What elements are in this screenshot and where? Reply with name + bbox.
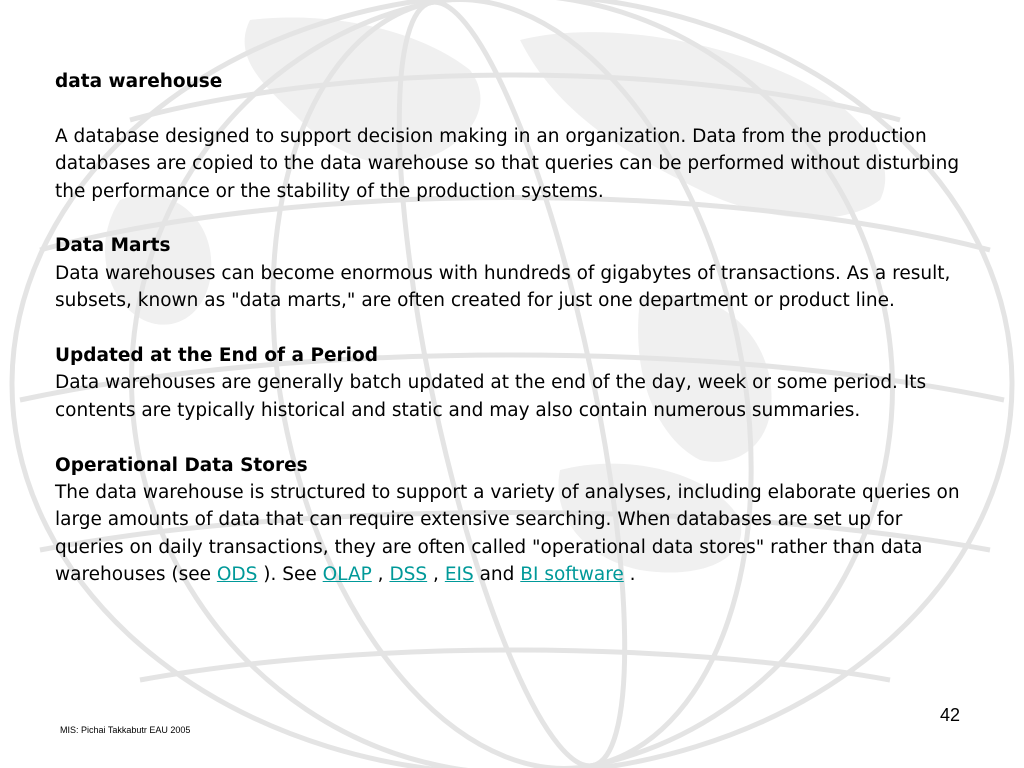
link-dss[interactable]: DSS bbox=[389, 564, 428, 586]
spacer bbox=[55, 205, 975, 232]
heading-updated-period: Updated at the End of a Period bbox=[55, 345, 378, 367]
comma-separator: , bbox=[371, 564, 390, 586]
comma-separator: , bbox=[427, 564, 445, 586]
ods-text-see: ). See bbox=[257, 564, 323, 586]
link-olap[interactable]: OLAP bbox=[322, 564, 372, 586]
paragraph-updated-period: Data warehouses are generally batch updated at the end of the day, week or some period. Its contents are typically historical and static and may also contain numerous summaries. bbox=[55, 372, 927, 421]
slide-text-content bbox=[55, 68, 975, 589]
paragraph-operational-data-stores bbox=[55, 479, 975, 589]
ods-text-and: and bbox=[473, 564, 521, 586]
paragraph-data-marts: Data warehouses can become enormous with hundreds of gigabytes of transactions. As a result, subsets, known as "data marts," are often created for just one department or product line. bbox=[55, 262, 951, 312]
link-eis[interactable]: EIS bbox=[444, 564, 474, 586]
heading-data-warehouse: data warehouse bbox=[55, 71, 223, 92]
spacer bbox=[55, 315, 975, 342]
spacer bbox=[55, 424, 975, 451]
heading-operational-data-stores: Operational Data Stores bbox=[55, 454, 308, 476]
page-number: 42 bbox=[940, 705, 961, 725]
paragraph-data-warehouse: A database designed to support decision making in an organization. Data from the production databases are copied to the data warehouse so that queries can be performed without disturbing the performance or the stability of the production systems. bbox=[55, 125, 960, 202]
spacer bbox=[55, 95, 975, 122]
link-ods[interactable]: ODS bbox=[216, 564, 258, 586]
link-bi-software[interactable]: BI software bbox=[520, 564, 624, 586]
ods-text-end: . bbox=[623, 564, 636, 586]
footer-credit: MIS: Pichai Takkabutr EAU 2005 bbox=[60, 725, 191, 735]
heading-data-marts: Data Marts bbox=[55, 235, 171, 257]
ods-text-before: The data warehouse is structured to support a variety of analyses, including elaborate queries on large amounts of data that can require extensive searching. When databases are set up for queries on daily transactions, they are often called "operational data stores" rather than data warehouses (see bbox=[55, 482, 960, 586]
